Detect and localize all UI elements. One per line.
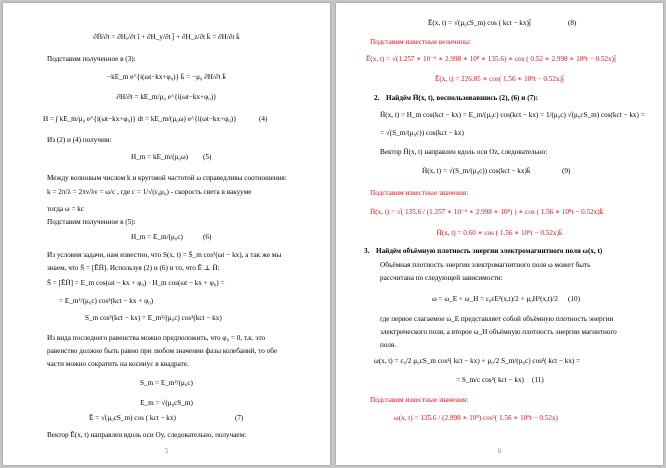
eq-S-cos2: = E_m²/(μ₀c) cos²(kct − kx + φ₀) <box>59 297 154 305</box>
eq-number-9: (9) <box>562 167 571 175</box>
text-substitute-values-2: Подставим известные значения: <box>370 189 469 197</box>
eq-number-5: (5) <box>203 153 212 161</box>
eq-Hm-Em: H_m = E_m/(μ₀c) <box>131 233 183 241</box>
text-phase-3: части можно сократить на косинус в квадрате. <box>47 360 189 368</box>
eq-number-11: (11) <box>532 376 544 384</box>
text-phase-1: Из вида последнего равенства можно предположить, что φ₀ = 0, т.к. это <box>47 334 266 342</box>
text-from-2-4: Из (2) и (4) получим: <box>47 136 112 144</box>
eq-E-result: Ē(x, t) = 226.05 ∗ cos( 1.56 ∗ 10⁸t − 0.52x)j̄ <box>435 75 564 83</box>
eq-E-vector: Ē = √(μ₀cS_m) cos ( kct − kx) <box>89 414 176 422</box>
text-phase-2: равенство должно быть равно при любом значении фазы колебаний, то обе <box>47 347 278 355</box>
text-substitute-5: Подставим полученное в (5): <box>47 218 136 226</box>
text-energy-1: Объёмная плотность энергии электромагнитного поля ω может быть <box>380 261 591 269</box>
eq-number-6: (6) <box>203 233 212 241</box>
page-5 <box>3 3 330 465</box>
text-omega-terms-1: где первое слагаемое ω_E представляет собой объёмную плотность энергии <box>380 315 614 323</box>
heading-find-energy-density: Найдём объёмную плотность энергии электромагнитного поля ω(x, t) <box>376 247 603 255</box>
text-condition-1: Из условия задачи, нам известно, что S(x, t) = S̄_m cos²(ωt − kx), а так же мы <box>47 251 282 259</box>
text-wave-relations: Между волновым числом k и круговой частотой ω справедливы соотношения: <box>47 174 287 182</box>
text-H-direction: Вектор H̄(x, t) направлен вдоль оси Oz, следовательно: <box>380 148 548 156</box>
eq-omega-kc: тогда ω = kc <box>47 205 85 213</box>
eq-curl-substituted: −kE_m e^{i(ωt−kx+φ₀)} k̄ = −μ₀ ∂H/∂t k̄ <box>107 73 226 81</box>
eq-number-10: (10) <box>568 295 580 303</box>
eq-H-result: H̄(x, t) = 0.60 ∗ cos ( 1.56 ∗ 10⁸t − 0.52x)k̄ <box>436 229 563 237</box>
heading-find-H: Найдём H̄(x, t), воспользовавшись (2), (6) и (7): <box>386 94 538 102</box>
eq-Sm-equality: S_m cos²(kct − kx) = E_m²/(μ₀c) cos²(kct − kx) <box>85 314 222 322</box>
text-substitute-3: Подставим полученное в (3): <box>47 55 136 63</box>
text-omega-terms-3: поля. <box>380 341 397 349</box>
item-number-2: 2. <box>374 94 380 102</box>
eq-Em: E_m = √(μ₀cS_m) <box>140 399 193 407</box>
page-6 <box>336 3 663 465</box>
page-number: 5 <box>164 447 169 455</box>
eq-omega-simplified: = S_m/c cos²( kct − kx) <box>456 376 524 384</box>
page-number: 6 <box>497 447 502 455</box>
eq-H-derivation: H̄(x, t) = H_m cos(kct − kx) = E_m/(μ₀c) cos(kct − kx) = 1/(μ₀c) √(μ₀cS_m) cos(kct − kx) = <box>380 111 645 119</box>
text-substitute-values-3: Подставим известные значения: <box>370 396 469 404</box>
eq-H-integral: H = ∫ kE_m/μ₀ e^{i(ωt−kx+φ₀)} dt = kE_m/(μ₀ω) e^{i(ωt−kx+φ₀)} <box>43 115 237 123</box>
eq-H-k: H̄(x, t) = √(S_m/(μ₀c)) cos(kct − kx)k̄ <box>422 167 531 175</box>
text-energy-2: рассчитана по следующей зависимости: <box>380 274 503 282</box>
eq-omega-expanded: ω(x, t) = ε₀/2 μ₀cS_m cos²( kct − kx) + μ₀/2 S_m/(μ₀c) cos²( kct − kx) = <box>374 357 581 365</box>
eq-H-sqrt: = √(S_m/(μ₀c)) cos(kct − kx) <box>380 129 464 137</box>
eq-Sm: S_m = E_m²/(μ₀c) <box>140 379 193 387</box>
text-condition-2: знаем, что S̄ = [ĒH̄]. Используя (2) и (6) и то, что Ē ⊥ H̄: <box>47 264 220 272</box>
text-E-direction: Вектор Ē(x, t) направлен вдоль оси Oy, следовательно, получаем: <box>47 431 247 439</box>
eq-omega-sum: ω = ω_E + ω_H = ε₀εE²(x,t)/2 + μ₀H²(x,t)/2 <box>432 295 558 303</box>
eq-dH-dt: ∂H/∂t = kE_m/μ₀ e^{i(ωt−kx+φ₀)} <box>116 93 217 101</box>
text-substitute-values: Подставим известные величины: <box>370 38 471 46</box>
item-number-3: 3. <box>364 247 370 255</box>
eq-number-4: (4) <box>259 115 268 123</box>
eq-omega-numeric: ω(x, t) = 135.6 / (2.998 ∗ 10⁸) cos²( 1.56 ∗ 10⁸t − 0.52x) <box>394 414 558 422</box>
eq-H-numeric: H̄(x, t) = √( 135.6 / (1.257 ∗ 10⁻⁶ ∗ 2.998 ∗ 10⁸) ) ∗ cos ( 1.56 ∗ 10⁸t − 0.52x)k̄ <box>370 208 604 216</box>
eq-S-product: S̄ = [ĒH̄] = E_m cos(ωt − kx + φ₀) · H_m cos(ωt − kx + φ₀) = <box>47 279 225 287</box>
text-omega-terms-2: электрического поля, а второе ω_H объёмную плотность энергии магнитного <box>380 328 617 336</box>
eq-number-8: (8) <box>568 19 577 27</box>
eq-k-omega-c: k = 2π/λ = 2πν/λν = ω/c , где c = 1/√(ε₀μ₀) - скорость света в вакууме <box>47 188 252 196</box>
eq-E-numeric: Ē(x, t) = √(1.257 ∗ 10⁻⁶ ∗ 2.998 ∗ 10⁸ ∗ 135.6) ∗ cos ( 0.52 ∗ 2.998 ∗ 10⁸t − 0.52x)j̄ <box>366 55 617 63</box>
eq-number-7: (7) <box>235 414 244 422</box>
eq-Hm: H_m = kE_m/(μ₀ω) <box>131 153 189 161</box>
eq-dH-dt-components: ∂H̄/∂t = ∂Hₓ/∂t ī + ∂H_y/∂t j̄ + ∂H_z/∂t k̄ = ∂H/∂t k̄ <box>93 33 240 41</box>
eq-E-j: Ē(x, t) = √(μ₀cS_m) cos ( kct − kx)j̄ <box>428 19 531 27</box>
